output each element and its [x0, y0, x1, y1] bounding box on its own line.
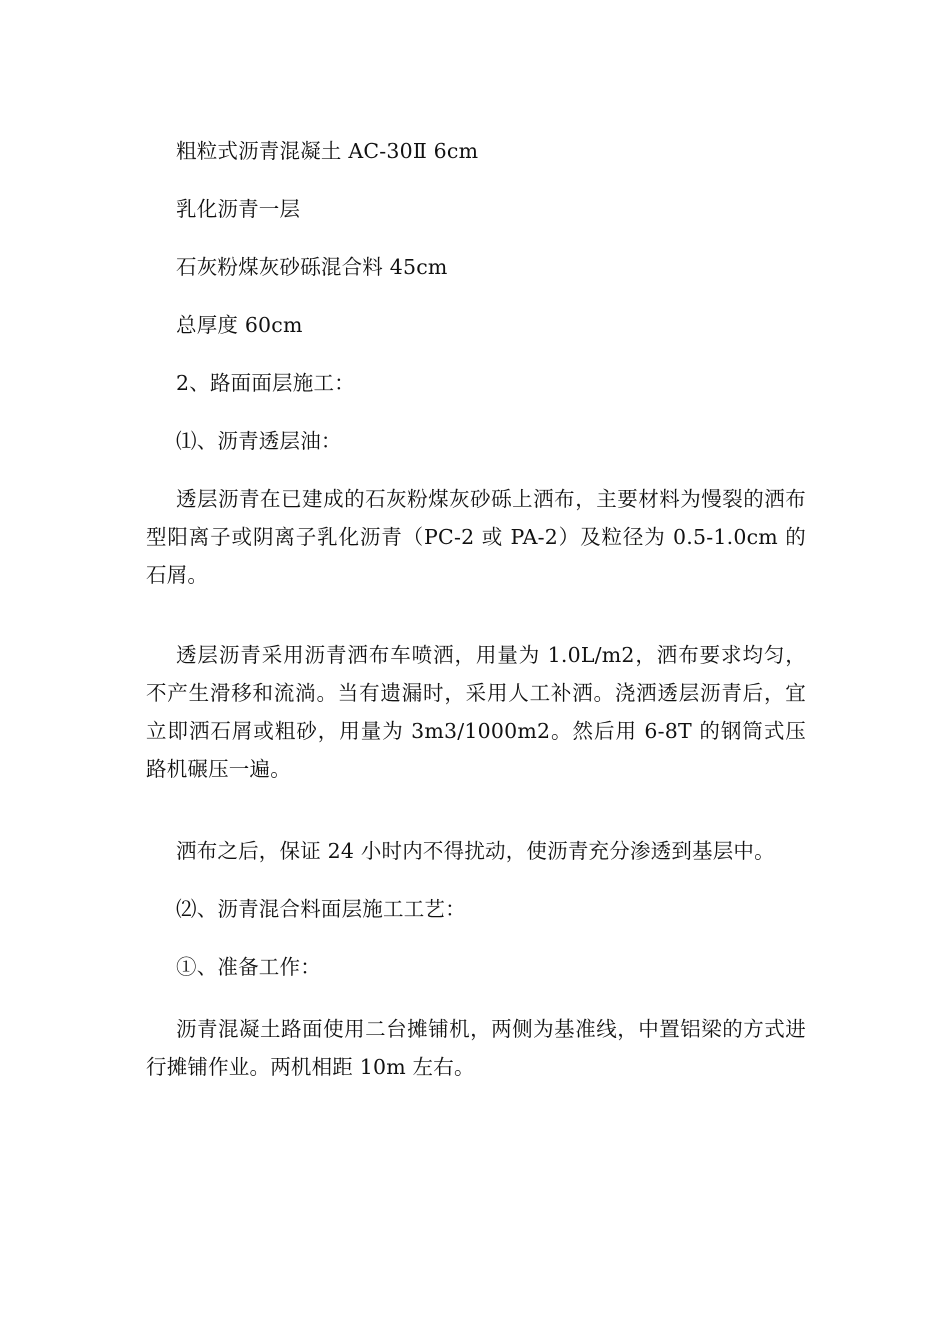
paragraph-layer-lime-flyash-gravel: 石灰粉煤灰砂砾混合料 45cm — [176, 255, 448, 279]
subsection-heading-mixture-process: ⑵、沥青混合料面层施工工艺： — [176, 897, 466, 921]
paragraph-prime-coat-spraying: 透层沥青采用沥青洒布车喷洒，用量为 1.0L/m2，洒布要求均匀，不产生滑移和流淌。当有遗漏时，采用人工补洒。浇洒透层沥青后，宜立即洒石屑或粗砂，用量为 3m3/1000m2。然后用 6-8T 的钢筒式压路机碾压一遍。 — [146, 643, 806, 781]
subsection-heading-prime-coat: ⑴、沥青透层油： — [176, 429, 342, 453]
paragraph-prime-coat-materials: 透层沥青在已建成的石灰粉煤灰砂砾上洒布，主要材料为慢裂的洒布型阳离子或阴离子乳化沥青（PC-2 或 PA-2）及粒径为 0.5-1.0cm 的石屑。 — [146, 487, 806, 587]
paragraph-total-thickness: 总厚度 60cm — [176, 313, 303, 337]
item-heading-preparation: ①、准备工作： — [176, 955, 321, 979]
paragraph-paver-setup: 沥青混凝土路面使用二台摊铺机，两侧为基准线，中置铝梁的方式进行摊铺作业。两机相距 10m 左右。 — [146, 1017, 806, 1079]
paragraph-curing-24h: 洒布之后，保证 24 小时内不得扰动，使沥青充分渗透到基层中。 — [176, 839, 775, 863]
paragraph-layer-emulsified-asphalt: 乳化沥青一层 — [176, 197, 301, 221]
paragraph-layer-coarse-asphalt: 粗粒式沥青混凝土 AC-30Ⅱ 6cm — [176, 139, 479, 163]
section-heading-surface-construction: 2、路面面层施工： — [176, 371, 355, 395]
